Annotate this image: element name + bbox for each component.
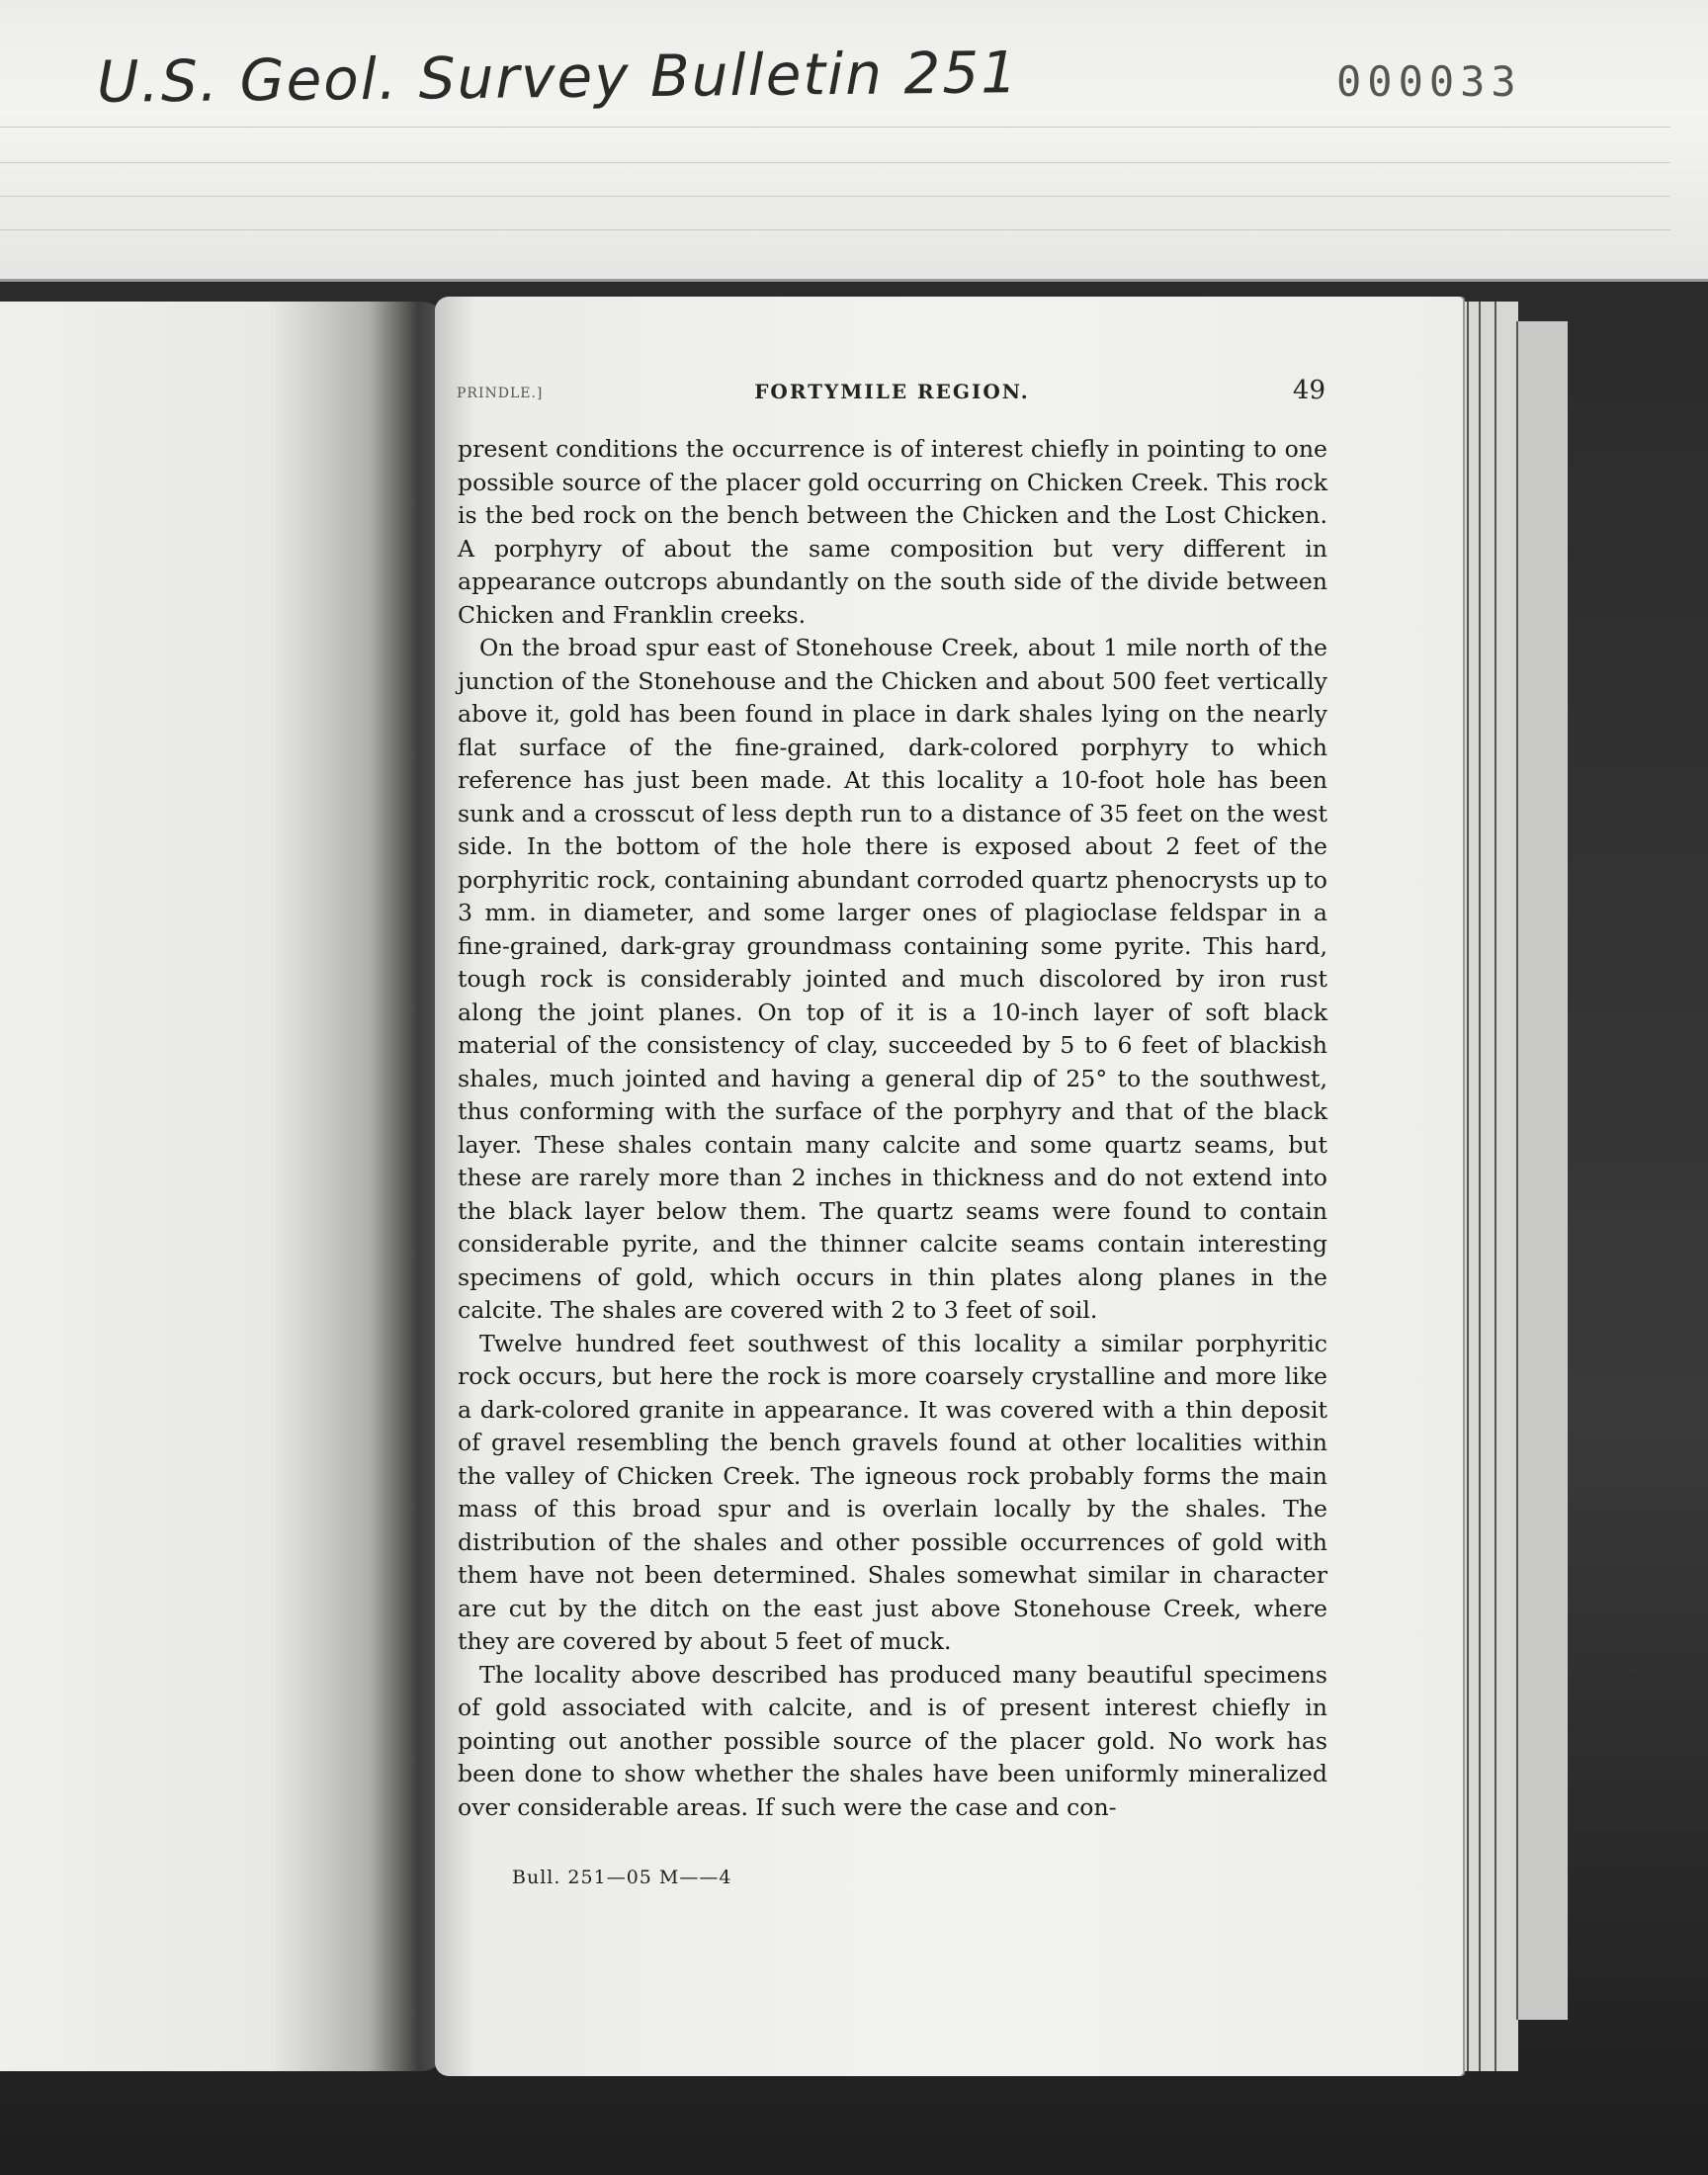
running-head-title: FORTYMILE REGION.	[754, 380, 1030, 403]
signature-mark: Bull. 251—05 M——4	[512, 1867, 732, 1888]
paragraph: The locality above described has produced many beautiful specimens of gold associated with calcite, and is of present interest chiefly in pointing out another possible source of the placer gold. No work has been done to show whether the shales have been uniformly mineralized over considerable areas. If such were the case and con-	[458, 1660, 1327, 1821]
index-card-label	[0, 0, 1708, 282]
page-number: 49	[1292, 376, 1325, 405]
paragraph: present conditions the occurrence is of interest chiefly in pointing to one possible source of the placer gold occurring on Chicken Creek. This rock is the bed rock on the bench between the Chicken and the Lost Chicken. A porphyry of about the same composition but very different in appearance outcrops abundantly on the south side of the divide between Chicken and Franklin creeks.	[458, 435, 1327, 629]
body-text	[458, 433, 1327, 1824]
running-head	[455, 376, 1329, 419]
running-head-author: PRINDLE.]	[457, 386, 544, 401]
document-number: 000033	[1336, 57, 1522, 106]
page-edges	[1443, 302, 1601, 2071]
paragraph: On the broad spur east of Stonehouse Creek, about 1 mile north of the junction of the Stonehouse and the Chicken and about 500 feet vertically above it, gold has been found in place in dark shales lying on the nearly flat surface of the fine-grained, dark-colored porphyry to which reference has just been made. At this locality a 10-foot hole has been sunk and a crosscut of less depth run to a distance of 35 feet on the west side. In the bottom of the hole there is exposed about 2 feet of the porphyritic rock, containing abundant corroded quartz phenocrysts up to 3 mm. in diameter, and some larger ones of plagioclase feldspar in a fine-grained, dark-gray groundmass containing some pyrite. This hard, tough rock is considerably jointed and much discolored by iron rust along the joint planes. On top of it is a 10-inch layer of soft black material of the consistency of clay, succeeded by 5 to 6 feet of blackish shales, much jointed and having a general dip of 25° to the southwest, thus conforming with the surface of the porphyry and that of the black layer. These shales contain many calcite and some quartz seams, but these are rarely more than 2 inches in thickness and do not extend into the black layer below them. The quartz seams were found to contain considerable pyrite, and the thinner calcite seams contain interesting specimens of gold, which occurs in thin plates along planes in the calcite. The shales are covered with 2 to 3 feet of soil.	[458, 634, 1327, 1324]
paragraph: Twelve hundred feet southwest of this locality a similar porphyritic rock occurs, but here the rock is more coarsely crystalline and more like a dark-colored granite in appearance. It was covered with a thin deposit of gravel resembling the bench gravels found at other localities within the valley of Chicken Creek. The igneous rock probably forms the main mass of this broad spur and is overlain locally by the shales. The distribution of the shales and other possible occurrences of gold with them have not been determined. Shales somewhat similar in character are cut by the ditch on the east just above Stonehouse Creek, where they are covered by about 5 feet of muck.	[458, 1329, 1327, 1655]
left-blank-page	[0, 302, 450, 2071]
handwritten-title: U.S. Geol. Survey Bulletin 251	[96, 39, 1020, 116]
